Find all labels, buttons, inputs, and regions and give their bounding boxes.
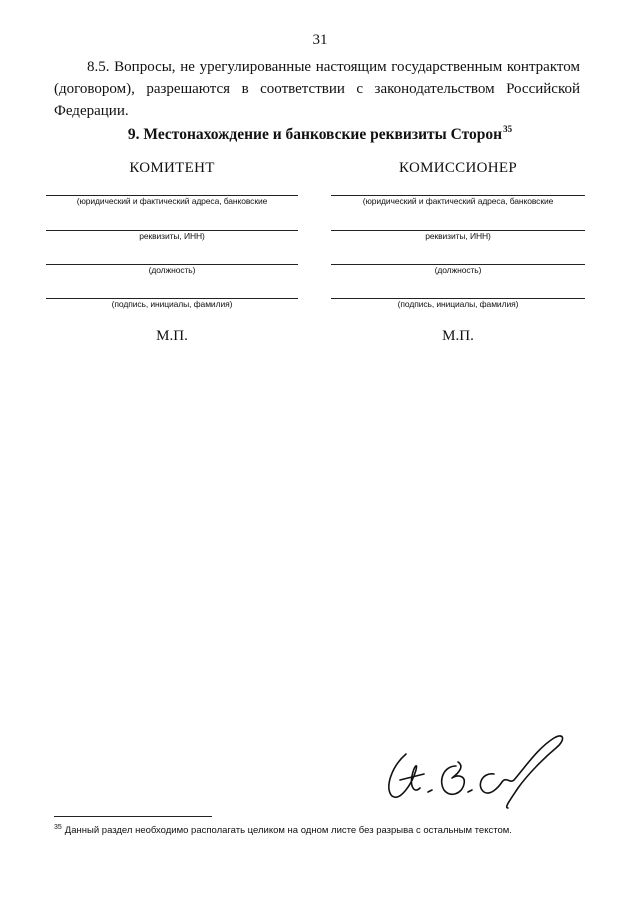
committent-requisites-caption: реквизиты, ИНН)	[139, 231, 205, 241]
commissioner-block	[331, 160, 585, 350]
footnote-separator	[54, 816, 212, 817]
commissioner-requisites-caption: реквизиты, ИНН)	[425, 231, 491, 241]
commissioner-signature-caption: (подпись, инициалы, фамилия)	[397, 299, 519, 309]
committent-signature-caption: (подпись, инициалы, фамилия)	[111, 299, 233, 309]
committent-address-caption: (юридический и фактический адреса, банковские	[76, 196, 268, 206]
paragraph-8-5: 8.5. Вопросы, не урегулированные настоящим государственным контрактом (договором), разрешаются в соответствии с законодательством Российской Федерации.	[54, 59, 580, 119]
signature-dot-1	[428, 790, 432, 792]
section-title-text: 9. Местонахождение и банковские реквизиты Сторон	[127, 126, 503, 143]
footnote	[54, 824, 584, 836]
committent-block	[46, 160, 298, 350]
commissioner-title: КОМИССИОНЕР	[399, 160, 517, 176]
signature-stroke-4	[480, 736, 562, 808]
committent-position-caption: (должность)	[148, 265, 196, 275]
commissioner-address-caption: (юридический и фактический адреса, банковские	[362, 196, 554, 206]
page-number: 31	[312, 32, 328, 48]
committent-seal: М.П.	[156, 328, 188, 344]
footnote-number: 35	[54, 824, 62, 831]
commissioner-seal: М.П.	[442, 328, 474, 344]
handwritten-signature	[378, 726, 568, 816]
committent-title: КОМИТЕНТ	[129, 160, 215, 176]
footnote-text: Данный раздел необходимо располагать целиком на одном листе без разрыва с остальным текстом.	[64, 825, 512, 836]
signature-dot-2	[468, 790, 472, 792]
footnote-reference: 35	[503, 124, 513, 134]
signature-stroke-3	[442, 762, 465, 794]
section-title	[0, 124, 640, 144]
commissioner-position-caption: (должность)	[434, 265, 482, 275]
